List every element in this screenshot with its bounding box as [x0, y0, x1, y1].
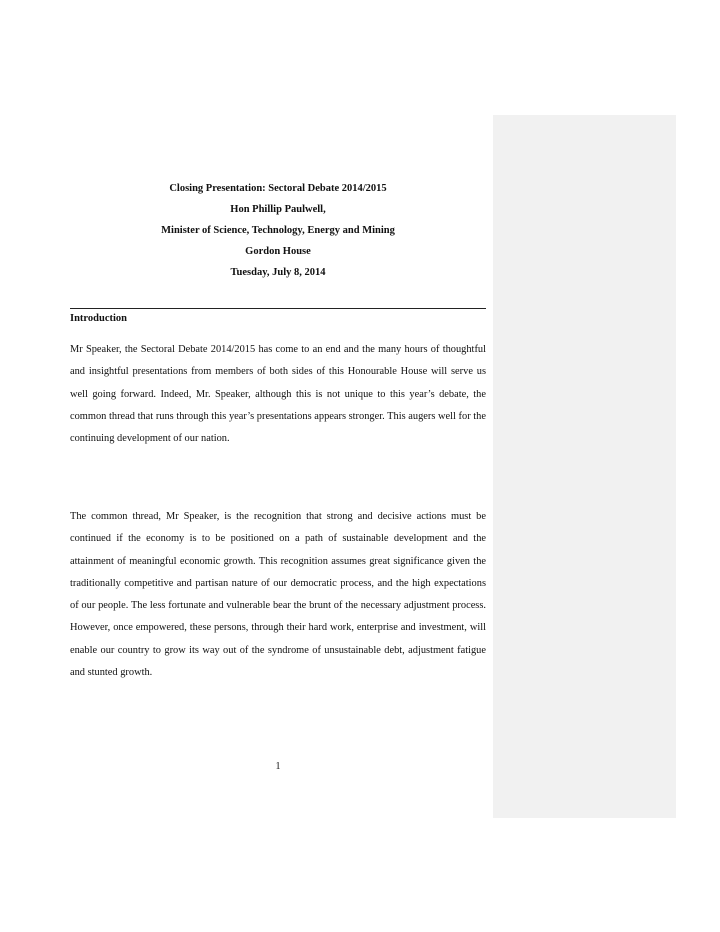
- paragraph-2: The common thread, Mr Speaker, is the recognition that strong and decisive actions must be continued if the economy is to be positioned on a path of sustainable development and the attainment of meaningful economic growth. This recognition assumes great significance given the traditionally competitive and partisan nature of our democratic process, and the high expectations of our people. The less fortunate and vulnerable bear the brunt of the necessary adjustment process. However, once empowered, these persons, through their hard work, enterprise and investment, will enable our country to grow its way out of the syndrome of unsustainable debt, adjustment fatigue and stunted growth.: [70, 511, 486, 679]
- document-title: Closing Presentation: Sectoral Debate 2014/2015: [169, 183, 387, 194]
- presentation-date: Tuesday, July 8, 2014: [230, 267, 326, 278]
- venue: Gordon House: [245, 246, 311, 257]
- title-block: [70, 178, 486, 283]
- speaker-name: Hon Phillip Paulwell,: [230, 204, 326, 215]
- speaker-role: Minister of Science, Technology, Energy and Mining: [161, 225, 395, 236]
- page-number: 1: [275, 761, 281, 772]
- comment-margin-pane: [493, 115, 676, 818]
- section-heading: Introduction: [70, 313, 127, 324]
- paragraph-1: Mr Speaker, the Sectoral Debate 2014/2015 has come to an end and the many hours of thoughtful and insightful presentations from members of both sides of this Honourable House will serve us well going forward. Indeed, Mr. Speaker, although this is not unique to this year’s debate, the common thread that runs through this year’s presentations appears stronger. This augers well for the continuing development of our nation.: [70, 344, 486, 445]
- horizontal-divider: [70, 308, 486, 309]
